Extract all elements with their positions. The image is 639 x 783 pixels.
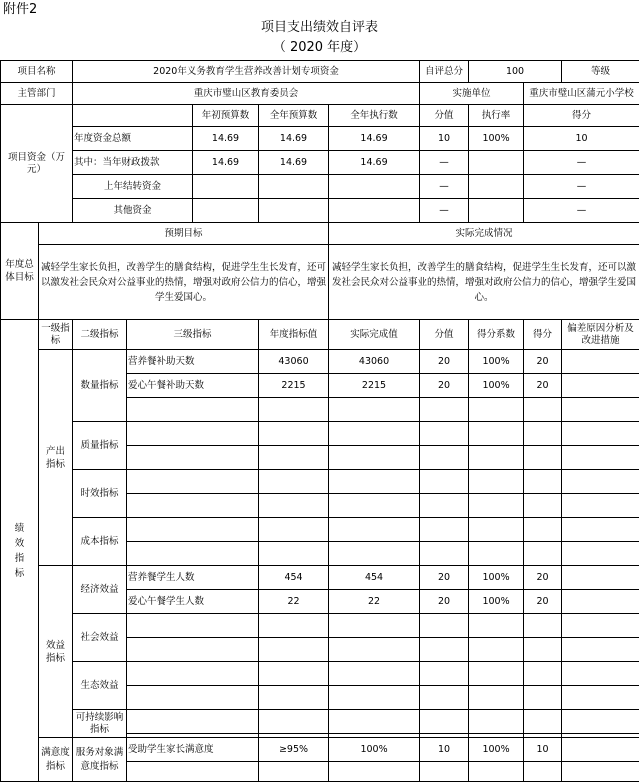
- funds-cell: 14.69: [193, 127, 259, 151]
- indicator-target: 2215: [259, 374, 329, 398]
- funds-cell: 14.69: [259, 127, 329, 151]
- indicator-target: 22: [259, 590, 329, 614]
- output-indicators-label: [39, 350, 73, 566]
- dept-label: 主管部门: [1, 83, 73, 105]
- funds-col-score: 得分: [524, 105, 639, 127]
- funds-cell: —: [524, 199, 639, 223]
- funds-cell: —: [420, 151, 469, 175]
- funds-cell: —: [524, 151, 639, 175]
- indicator-score: 20: [524, 590, 562, 614]
- funds-col-rate: 执行率: [469, 105, 524, 127]
- indicator-deviation: [562, 566, 639, 590]
- indicator-coef: 100%: [469, 350, 524, 374]
- total-score-label: 自评总分: [420, 61, 469, 83]
- indicator-name: 爱心午餐补助天数: [127, 374, 259, 398]
- indicator-row-empty: [1, 518, 639, 542]
- indicator-deviation: [562, 738, 639, 762]
- satisfaction-indicators-label: 满意度指标: [39, 738, 73, 782]
- col-actual: 实际完成值: [329, 320, 420, 350]
- indicator-row-empty: [1, 470, 639, 494]
- funds-col-points: 分值: [420, 105, 469, 127]
- indicator-row-empty: [1, 662, 639, 686]
- funds-row: [1, 175, 639, 199]
- cost-indicators-label: 成本指标: [73, 518, 127, 566]
- indicator-score: 20: [524, 374, 562, 398]
- funds-col-full: 全年预算数: [259, 105, 329, 127]
- expected-goal-header: 预期目标: [39, 223, 329, 245]
- indicator-target: 43060: [259, 350, 329, 374]
- dept-value: 重庆市璧山区教育委员会: [73, 83, 420, 105]
- funds-row-name: 年度资金总额: [73, 127, 193, 151]
- col-level2: 二级指标: [73, 320, 127, 350]
- timeliness-indicators-label: 时效指标: [73, 470, 127, 518]
- economic-benefit-label: 经济效益: [73, 566, 127, 614]
- indicator-deviation: [562, 350, 639, 374]
- funds-cell: —: [420, 175, 469, 199]
- funds-cell: [329, 199, 420, 223]
- funds-row: [1, 199, 639, 223]
- attachment-label: 附件2: [3, 2, 38, 17]
- col-level1: 一级指标: [39, 320, 73, 350]
- indicator-header-row: [1, 320, 639, 350]
- funds-row: [1, 127, 639, 151]
- project-name-value: 2020年义务教育学生营养改善计划专项资金: [73, 61, 420, 83]
- funds-cell: [329, 175, 420, 199]
- benefit-indicators-label: [39, 566, 73, 738]
- funds-cell: 100%: [469, 127, 524, 151]
- indicator-row-empty: [1, 422, 639, 446]
- funds-cell: —: [420, 199, 469, 223]
- funds-col-executed: 全年执行数: [329, 105, 420, 127]
- indicator-name: 受助学生家长满意度: [127, 738, 259, 762]
- funds-cell: [193, 199, 259, 223]
- indicator-points: 20: [420, 590, 469, 614]
- social-benefit-label: 社会效益: [73, 614, 127, 662]
- indicator-actual: 43060: [329, 350, 420, 374]
- actual-goal-header: 实际完成情况: [329, 223, 639, 245]
- performance-indicators-text: 绩效指标: [14, 522, 25, 579]
- evaluation-table: [0, 60, 639, 782]
- funds-label: 项目资金（万元）: [1, 105, 73, 223]
- indicator-row-empty: [1, 614, 639, 638]
- col-coef: 得分系数: [469, 320, 524, 350]
- funds-cell: —: [524, 175, 639, 199]
- ecological-benefit-label: 生态效益: [73, 662, 127, 710]
- funds-cell: 14.69: [259, 151, 329, 175]
- indicator-actual: 100%: [329, 738, 420, 762]
- total-score-value: 100: [469, 61, 562, 83]
- quantity-indicators-label: 数量指标: [73, 350, 127, 422]
- indicator-coef: 100%: [469, 590, 524, 614]
- funds-cell: [259, 199, 329, 223]
- goal-content-row: [1, 245, 639, 320]
- col-score: 得分: [524, 320, 562, 350]
- form-title: 项目支出绩效自评表: [260, 20, 378, 35]
- quality-indicators-label: 质量指标: [73, 422, 127, 470]
- indicator-points: 20: [420, 374, 469, 398]
- indicator-name: 爱心午餐学生人数: [127, 590, 259, 614]
- service-satisfaction-label: 服务对象满意度指标: [73, 738, 127, 782]
- indicator-actual: 2215: [329, 374, 420, 398]
- funds-header-row: [1, 105, 639, 127]
- indicator-score: 20: [524, 350, 562, 374]
- sustainable-impact-label: 可持续影响指标: [73, 710, 127, 738]
- funds-cell: 14.69: [329, 151, 420, 175]
- performance-indicators-label: [1, 320, 39, 782]
- grade-label: 等级: [562, 61, 639, 83]
- indicator-coef: 100%: [469, 374, 524, 398]
- col-points: 分值: [420, 320, 469, 350]
- form-subtitle: （ 2020 年度）: [272, 40, 367, 55]
- indicator-target: 454: [259, 566, 329, 590]
- indicator-row: [1, 738, 639, 762]
- funds-cell: [469, 175, 524, 199]
- funds-cell: 10: [420, 127, 469, 151]
- indicator-score: 10: [524, 738, 562, 762]
- col-target: 年度指标值: [259, 320, 329, 350]
- indicator-row: [1, 350, 639, 374]
- indicator-points: 20: [420, 566, 469, 590]
- funds-cell: [193, 175, 259, 199]
- funds-col-initial: 年初预算数: [193, 105, 259, 127]
- funds-row-name: 上年结转资金: [73, 175, 193, 199]
- funds-cell: 14.69: [329, 127, 420, 151]
- funds-row-name: 其他资金: [73, 199, 193, 223]
- funds-row-name: 其中：当年财政拨款: [73, 151, 193, 175]
- actual-goal-text: 减轻学生家长负担，改善学生的膳食结构，促进学生生长发育，还可以激发社会民众对公益事业的热情，增强对政府公信力的信心，增强学生爱国心。: [329, 245, 639, 320]
- dept-row: [1, 83, 639, 105]
- indicator-name: 营养餐补助天数: [127, 350, 259, 374]
- indicator-coef: 100%: [469, 566, 524, 590]
- col-level3: 三级指标: [127, 320, 259, 350]
- indicator-name: 营养餐学生人数: [127, 566, 259, 590]
- funds-cell: [259, 175, 329, 199]
- indicator-deviation: [562, 374, 639, 398]
- indicator-points: 10: [420, 738, 469, 762]
- indicator-row-empty: [1, 710, 639, 734]
- impl-value: 重庆市璧山区蒲元小学校: [524, 83, 639, 105]
- expected-goal-text: 减轻学生家长负担，改善学生的膳食结构，促进学生生长发育，还可以激发社会民众对公益事业的热情，增强对政府公信力的信心，增强学生爱国心。: [39, 245, 329, 320]
- output-indicators-text: 产出指标: [45, 445, 65, 470]
- impl-label: 实施单位: [420, 83, 524, 105]
- project-name-row: [1, 61, 639, 83]
- indicator-target: ≥95%: [259, 738, 329, 762]
- col-deviation: 偏差原因分析及改进措施: [562, 320, 639, 350]
- funds-cell: 10: [524, 127, 639, 151]
- funds-cell: [469, 151, 524, 175]
- indicator-score: 20: [524, 566, 562, 590]
- funds-row: [1, 151, 639, 175]
- indicator-actual: 22: [329, 590, 420, 614]
- funds-cell: 14.69: [193, 151, 259, 175]
- annual-goal-label: 年度总体目标: [1, 223, 39, 320]
- funds-cell: [469, 199, 524, 223]
- project-name-label: 项目名称: [1, 61, 73, 83]
- indicator-points: 20: [420, 350, 469, 374]
- goal-header-row: [1, 223, 639, 245]
- indicator-deviation: [562, 590, 639, 614]
- indicator-coef: 100%: [469, 738, 524, 762]
- indicator-row: [1, 566, 639, 590]
- indicator-actual: 454: [329, 566, 420, 590]
- benefit-indicators-text: 效益指标: [45, 639, 65, 664]
